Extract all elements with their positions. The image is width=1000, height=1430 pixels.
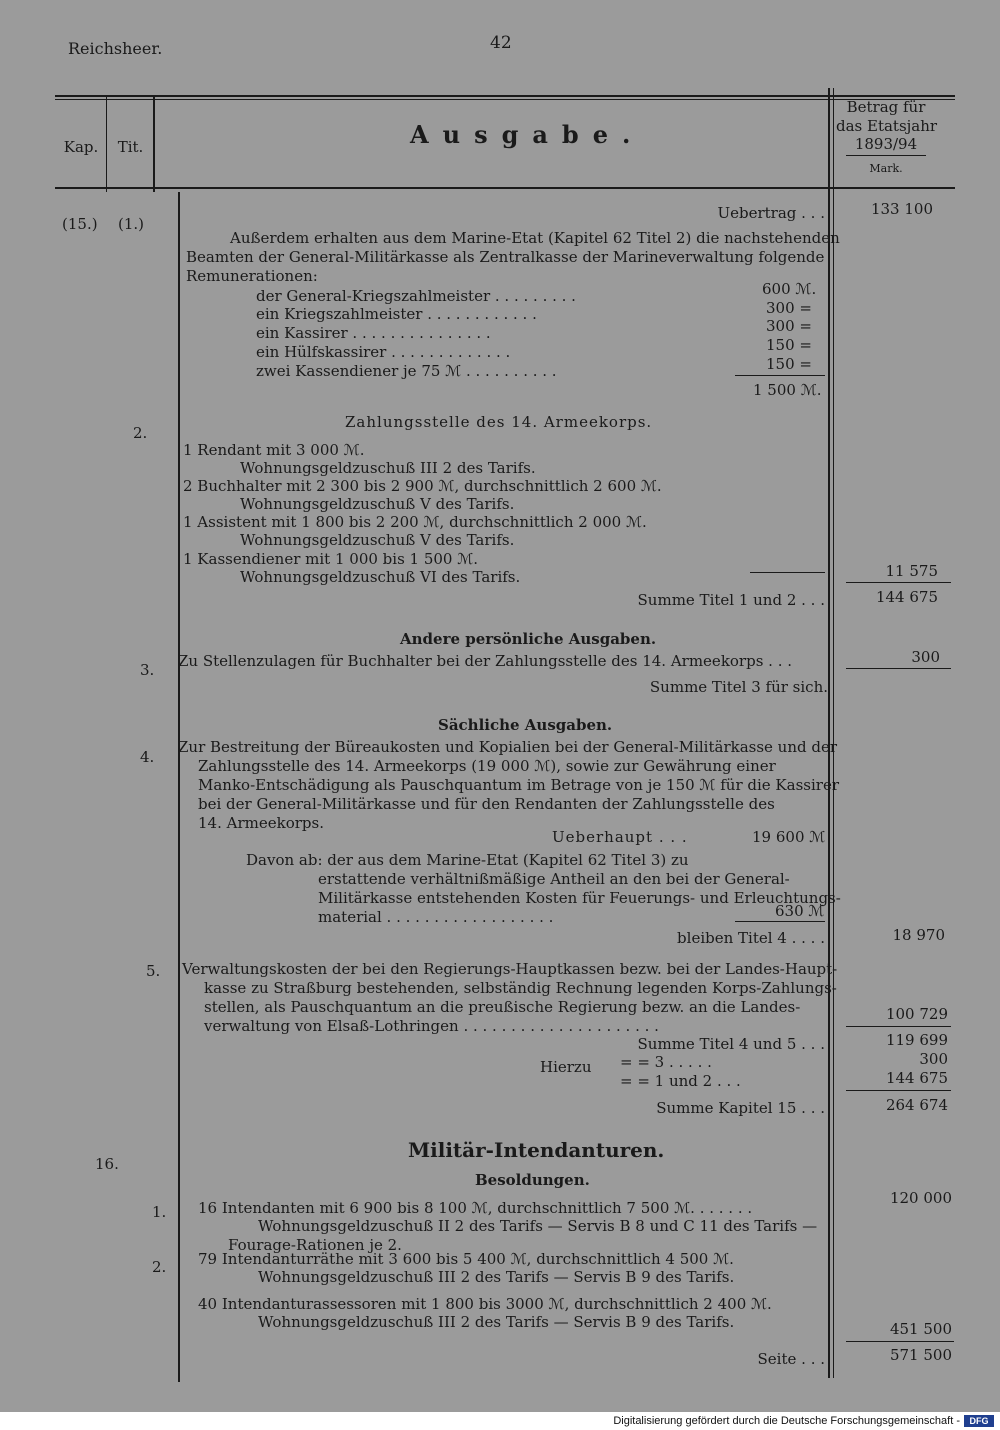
remuneration-amount: 600 ℳ.: [762, 280, 817, 298]
header-ausgabe: Ausgabe.: [410, 120, 645, 149]
remuneration-label: ein Kassirer . . . . . . . . . . . . . . .: [256, 324, 491, 342]
header-betrag-2: das Etatsjahr: [836, 117, 938, 135]
text-line: 1 Kassendiener mit 1 000 bis 1 500 ℳ.: [183, 550, 479, 568]
table-top-rule: [55, 95, 955, 97]
running-head: Reichsheer.: [68, 39, 163, 58]
remuneration-amount: 150 =: [766, 355, 812, 373]
header-bottom-rule: [55, 187, 955, 189]
hierzu-line: = = 3 . . . . .: [620, 1053, 712, 1071]
kap-number: (15.): [62, 215, 98, 233]
header-betrag-rule: [846, 155, 926, 156]
amount: 120 000: [889, 1189, 952, 1207]
sum-rule: [750, 572, 825, 573]
col-divider-betrag: [828, 88, 830, 1378]
header-tit: Tit.: [117, 138, 144, 156]
sum-rule: [846, 1090, 951, 1091]
subsection-heading: Andere persönliche Ausgaben.: [400, 630, 657, 648]
text-line: material . . . . . . . . . . . . . . . . . .: [318, 908, 554, 926]
text-line: Manko-Entschädigung als Pauschquantum im Betrage von je 150 ℳ für die Kassirer: [198, 776, 839, 794]
remuneration-label: der General-Kriegszahlmeister . . . . . . . . .: [256, 287, 576, 305]
remuneration-total: 1 500 ℳ.: [753, 381, 822, 399]
text-line: Wohnungsgeldzuschuß III 2 des Tarifs — Servis B 9 des Tarifs.: [258, 1313, 735, 1331]
col-divider-text: [178, 192, 180, 1382]
tit-number: 3.: [140, 661, 155, 679]
text-line: bei der General-Militärkasse und für den Rendanten der Zahlungsstelle des: [198, 795, 775, 813]
dfg-logo: DFG: [964, 1415, 994, 1427]
hierzu-label: Hierzu: [540, 1058, 592, 1076]
text-line: Außerdem erhalten aus dem Marine-Etat (Kapitel 62 Titel 2) die nachstehenden: [230, 229, 840, 247]
amount: 300: [911, 648, 940, 666]
sum-label: Summe Kapitel 15 . . .: [656, 1099, 825, 1117]
amount: 18 970: [892, 926, 945, 944]
text-line: 14. Armeekorps.: [198, 814, 324, 832]
tit-number: 5.: [146, 962, 161, 980]
text-line: verwaltung von Elsaß-Lothringen . . . . . . . . . . . . . . . . . . . . .: [204, 1017, 659, 1035]
text-line: Zur Bestreitung der Büreaukosten und Kopialien bei der General-Militärkasse und der: [178, 738, 838, 756]
header-betrag-unit: Mark.: [869, 162, 903, 175]
subsection-heading: Besoldungen.: [475, 1171, 590, 1189]
text-line: Wohnungsgeldzuschuß VI des Tarifs.: [240, 568, 521, 586]
header-betrag-1: Betrag für: [846, 98, 926, 116]
hierzu-line: = = 1 und 2 . . .: [620, 1072, 741, 1090]
seite-label: Seite . . .: [757, 1350, 825, 1368]
sum-rule: [735, 921, 825, 922]
seite-amount: 571 500: [889, 1346, 952, 1364]
davon-amount: 630 ℳ: [775, 902, 825, 920]
text-line: 40 Intendanturassessoren mit 1 800 bis 3000 ℳ, durchschnittlich 2 400 ℳ.: [198, 1295, 772, 1313]
page-number: 42: [490, 33, 512, 53]
sum-amount: 264 674: [885, 1096, 948, 1114]
kap-number: 16.: [95, 1155, 119, 1173]
amount: 144 675: [885, 1069, 948, 1087]
remuneration-amount: 300 =: [766, 299, 812, 317]
remuneration-label: ein Hülfskassirer . . . . . . . . . . . . .: [256, 343, 511, 361]
text-line: Davon ab: der aus dem Marine-Etat (Kapitel 62 Titel 3) zu: [246, 851, 689, 869]
text-line: Wohnungsgeldzuschuß II 2 des Tarifs — Servis B 8 und C 11 des Tarifs —: [258, 1217, 818, 1235]
sum-rule: [846, 1026, 951, 1027]
text-line: Wohnungsgeldzuschuß V des Tarifs.: [240, 495, 515, 513]
text-line: erstattende verhältnißmäßige Antheil an den bei der General-: [318, 870, 790, 888]
remuneration-amount: 150 =: [766, 336, 812, 354]
sum-rule: [846, 1341, 954, 1342]
sum-rule: [846, 582, 951, 583]
text-line: Zahlungsstelle des 14. Armeekorps (19 000 ℳ), sowie zur Gewährung einer: [198, 757, 776, 775]
text-line: Zu Stellenzulagen für Buchhalter bei der Zahlungsstelle des 14. Armeekorps . . .: [178, 652, 793, 670]
text-line: stellen, als Pauschquantum an die preußische Regierung bezw. an die Landes-: [204, 998, 801, 1016]
tit-number: (1.): [118, 215, 145, 233]
tit-number: 4.: [140, 748, 155, 766]
remuneration-label: ein Kriegszahlmeister . . . . . . . . . . . .: [256, 305, 537, 323]
uebertrag-label: Uebertrag . . .: [717, 204, 825, 222]
header-betrag-3: 1893/94: [854, 135, 918, 153]
subsection-heading: Zahlungsstelle des 14. Armeekorps.: [345, 413, 653, 431]
amount: 100 729: [885, 1005, 948, 1023]
sum-label: Summe Titel 3 für sich.: [649, 678, 828, 696]
footer-credit: Digitalisierung gefördert durch die Deutsche Forschungsgemeinschaft -: [613, 1415, 960, 1427]
amount: 451 500: [889, 1320, 952, 1338]
sum-label: bleiben Titel 4 . . . .: [677, 929, 825, 947]
sum-rule: [846, 668, 951, 669]
tit-number: 2.: [152, 1258, 167, 1276]
col-divider-kap: [106, 96, 107, 192]
text-line: Wohnungsgeldzuschuß III 2 des Tarifs — Servis B 9 des Tarifs.: [258, 1268, 735, 1286]
ueberhaupt-amount: 19 600 ℳ: [752, 828, 826, 846]
col-divider-betrag-thin: [833, 88, 834, 1378]
sum-amount: 144 675: [875, 588, 938, 606]
tit-number: 2.: [133, 424, 148, 442]
amount: 11 575: [885, 562, 938, 580]
text-line: 1 Assistent mit 1 800 bis 2 200 ℳ, durchschnittlich 2 000 ℳ.: [183, 513, 647, 531]
text-line: Wohnungsgeldzuschuß V des Tarifs.: [240, 531, 515, 549]
col-divider-tit: [153, 96, 155, 192]
text-line: 1 Rendant mit 3 000 ℳ.: [183, 441, 365, 459]
remuneration-label: zwei Kassendiener je 75 ℳ . . . . . . . . . .: [256, 362, 557, 380]
table-top-rule-thin: [55, 99, 955, 100]
ueberhaupt-label: Ueberhaupt . . .: [552, 828, 688, 846]
sum-label: Summe Titel 4 und 5 . . .: [637, 1035, 825, 1053]
footer-bar: [0, 1412, 1000, 1430]
subsection-heading: Sächliche Ausgaben.: [438, 716, 613, 734]
uebertrag-amount: 133 100: [870, 200, 933, 218]
text-line: kasse zu Straßburg bestehenden, selbständig Rechnung legenden Korps-Zahlungs-: [204, 979, 837, 997]
text-line: 2 Buchhalter mit 2 300 bis 2 900 ℳ, durchschnittlich 2 600 ℳ.: [183, 477, 662, 495]
text-line: 79 Intendanturräthe mit 3 600 bis 5 400 ℳ, durchschnittlich 4 500 ℳ.: [198, 1250, 734, 1268]
text-line: Fourage-Rationen je 2.: [228, 1236, 402, 1254]
text-line: 16 Intendanten mit 6 900 bis 8 100 ℳ, durchschnittlich 7 500 ℳ. . . . . . .: [198, 1199, 753, 1217]
sum-rule: [735, 375, 825, 376]
sum-label: Summe Titel 1 und 2 . . .: [637, 591, 825, 609]
text-line: Beamten der General-Militärkasse als Zentralkasse der Marineverwaltung folgende: [186, 248, 825, 266]
text-line: Remunerationen:: [186, 267, 318, 285]
amount: 300: [919, 1050, 948, 1068]
header-kap: Kap.: [63, 138, 99, 156]
remuneration-amount: 300 =: [766, 317, 812, 335]
tit-number: 1.: [152, 1203, 167, 1221]
section-heading: Militär-Intendanturen.: [408, 1138, 665, 1162]
text-line: Militärkasse entstehenden Kosten für Feuerungs- und Erleuchtungs-: [318, 889, 841, 907]
text-line: Verwaltungskosten der bei den Regierungs-Hauptkassen bezw. bei der Landes-Haupt-: [182, 960, 838, 978]
sum-amount: 119 699: [885, 1031, 948, 1049]
text-line: Wohnungsgeldzuschuß III 2 des Tarifs.: [240, 459, 536, 477]
